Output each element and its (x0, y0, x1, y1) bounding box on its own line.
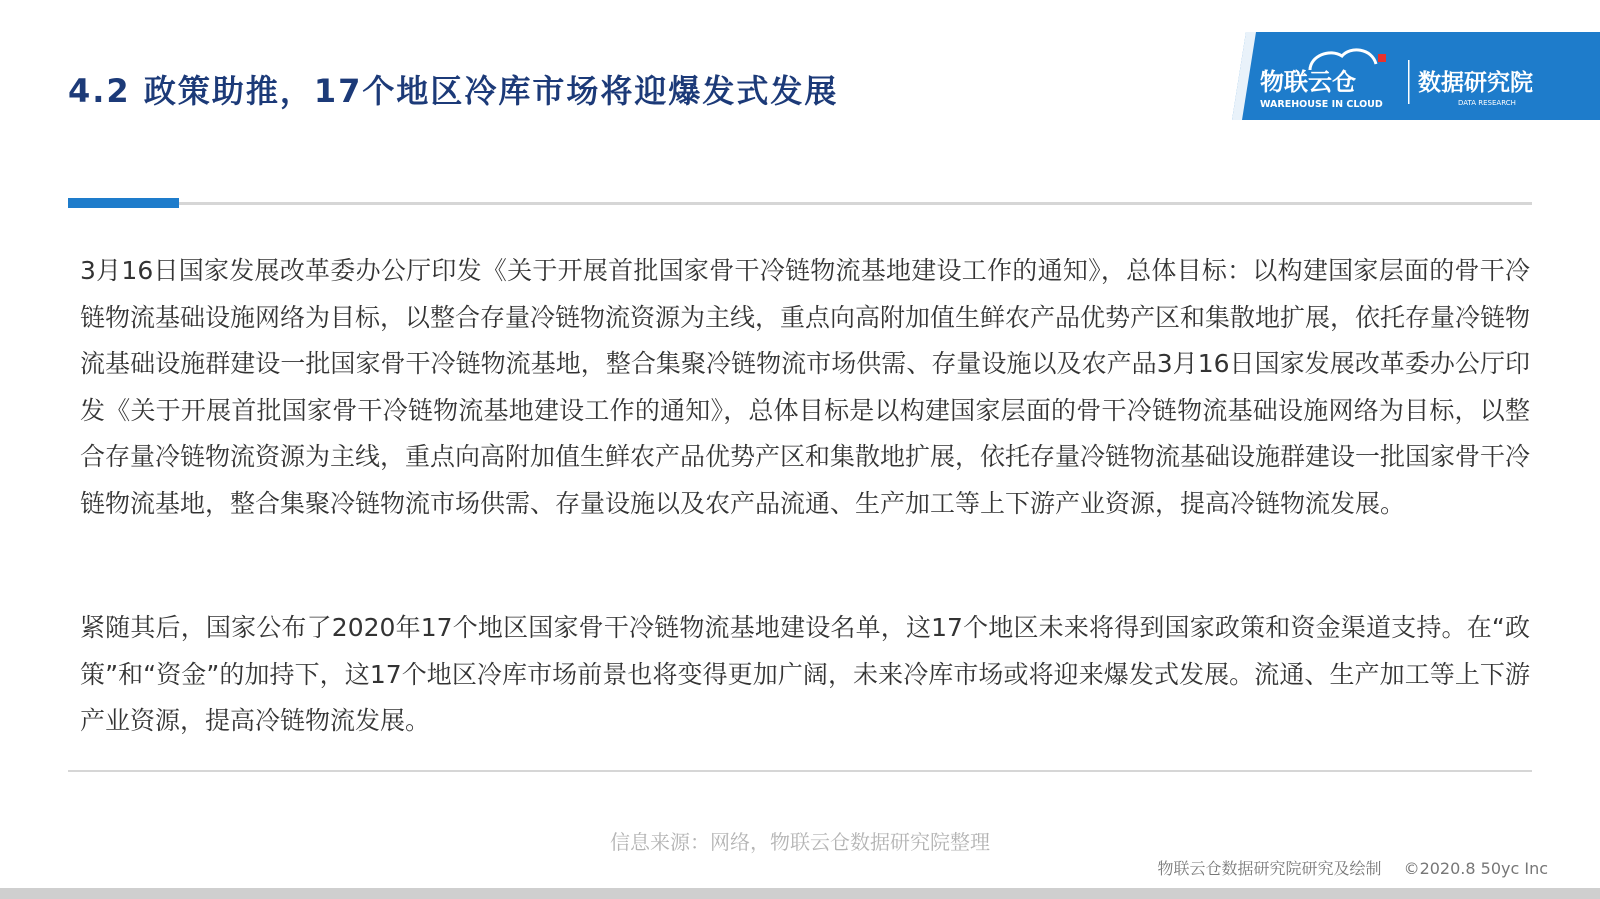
top-divider (68, 202, 1532, 205)
logo-divider (1408, 60, 1410, 104)
logo-brand-english: WAREHOUSE IN CLOUD (1260, 99, 1383, 110)
top-divider-accent (68, 198, 179, 208)
logo-red-square (1378, 54, 1386, 62)
brand-logo (1232, 32, 1600, 122)
page-bottom-bar (0, 888, 1600, 899)
body-paragraph-2: 紧随其后，国家公布了2020年17个地区国家骨干冷链物流基地建设名单，这17个地区未来将得到国家政策和资金渠道支持。在“政策”和“资金”的加持下，这17个地区冷库市场前景也将变得更加广阔，未来冷库市场或将迎来爆发式发展。流通、生产加工等上下游产业资源，提高冷链物流发展。 (80, 613, 1530, 735)
copyright-text: ©2020.8 50yc Inc (1403, 859, 1548, 878)
logo-graphic (1232, 32, 1600, 122)
page-title: 4.2 政策助推，17个地区冷库市场将迎爆发式发展 (68, 72, 839, 110)
logo-institute-name: 数据研究院 (1418, 70, 1533, 96)
bottom-divider (68, 770, 1532, 772)
source-note: 信息来源：网络，物联云仓数据研究院整理 (610, 830, 990, 854)
logo-brand-name: 物联云仓 (1260, 68, 1356, 96)
credit-text: 物联云仓数据研究院研究及绘制 (1157, 859, 1382, 878)
logo-institute-english: DATA RESEARCH (1458, 99, 1516, 107)
body-paragraph-1: 3月16日国家发展改革委办公厅印发《关于开展首批国家骨干冷链物流基地建设工作的通知》，总体目标：以构建国家层面的骨干冷链物流基础设施网络为目标，以整合存量冷链物流资源为主线，重点向高附加值生鲜农产品优势产区和集散地扩展，依托存量冷链物流基础设施群建设一批国家骨干冷链物流基地，整合集聚冷链物流市场供需、存量设施以及农产品3月16日国家发展改革委办公厅印发《关于开展首批国家骨干冷链物流基地建设工作的通知》，总体目标是以构建国家层面的骨干冷链物流基础设施网络为目标，以整合存量冷链物流资源为主线，重点向高附加值生鲜农产品优势产区和集散地扩展，依托存量冷链物流基础设施群建设一批国家骨干冷链物流基地，整合集聚冷链物流市场供需、存量设施以及农产品流通、生产加工等上下游产业资源，提高冷链物流发展。 (80, 256, 1531, 518)
footer-credit (1158, 856, 1548, 879)
